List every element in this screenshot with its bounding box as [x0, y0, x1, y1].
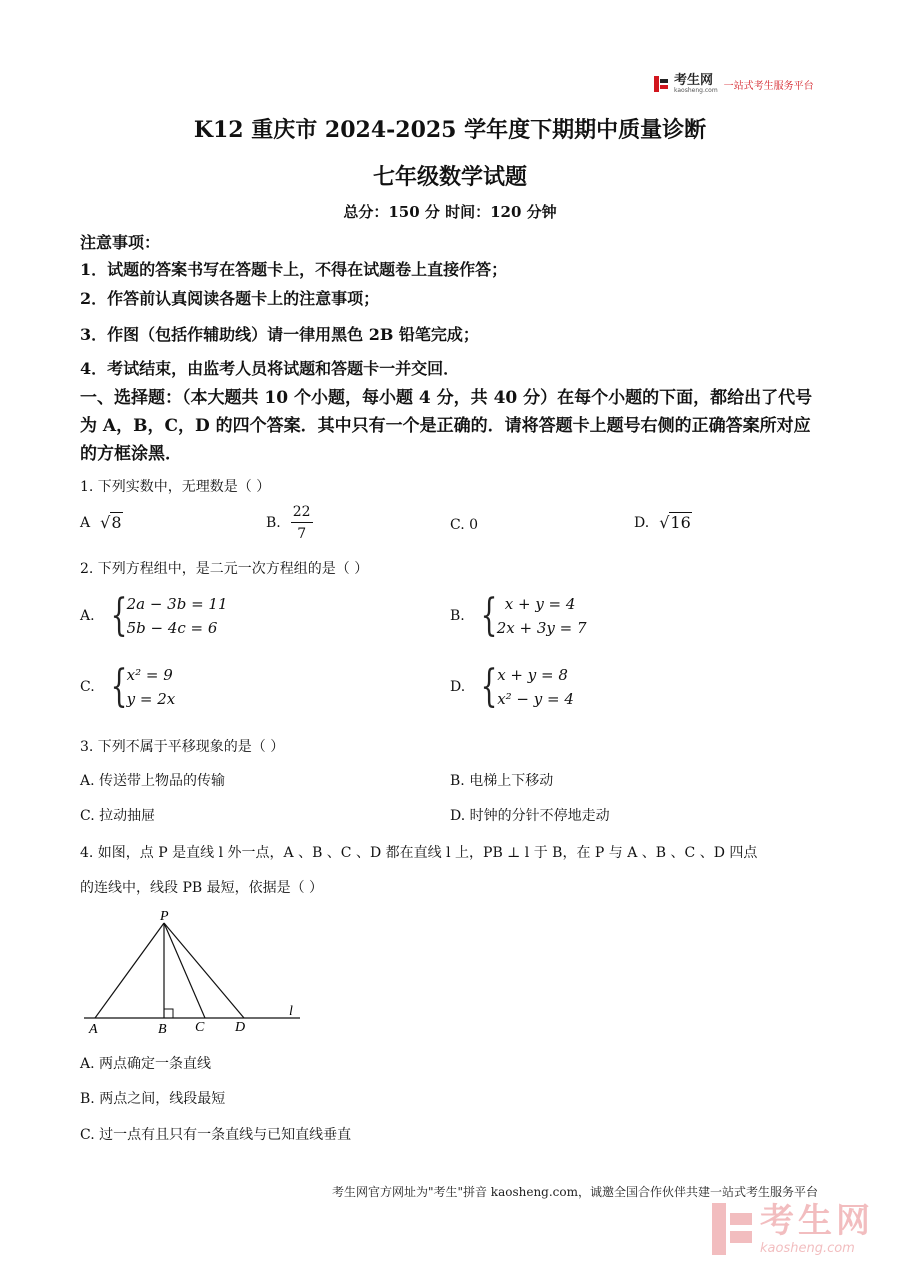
q4-figure: [80, 905, 310, 1040]
note-item: 4．考试结束，由监考人员将试题和答题卡一并交回．: [80, 359, 460, 378]
logo-name: [674, 74, 718, 94]
equation: x² − y = 4: [497, 690, 574, 708]
option-label: A.: [80, 608, 95, 624]
equation: 2x + 3y = 7: [496, 619, 587, 637]
logo-name-text: 考生网: [674, 73, 714, 88]
q1-option-a: [80, 513, 123, 532]
sqrt-expression: √8: [100, 513, 122, 532]
option-text: C. 0: [450, 517, 479, 533]
label-p: P: [160, 909, 169, 924]
label-b: B: [158, 1022, 167, 1037]
option-label: B.: [266, 515, 281, 531]
equation-system: [105, 590, 228, 641]
note-item: 2．作答前认真阅读各题卡上的注意事项；: [80, 289, 380, 308]
q3-option-d: D. 时钟的分针不停地走动: [450, 808, 610, 824]
exam-meta: 总分：150 分 时间：120 分钟: [343, 203, 557, 221]
option-label: A: [80, 514, 91, 531]
option-label: C.: [80, 679, 95, 695]
section-intro: 一、选择题：（本大题共 10 个小题，每小题 4 分，共 40 分）在每个小题的下面，都给出了代号为 A，B，C，D 的四个答案．其中只有一个是正确的．请将答题卡上题号右侧的正确答案所对应的方框涂黑．: [80, 388, 813, 464]
radicand: 16: [670, 513, 691, 532]
q2-option-a: [80, 590, 228, 641]
equation: x² = 9: [126, 666, 173, 684]
q1-option-c: [450, 517, 478, 533]
option-label: D.: [634, 514, 650, 531]
equation: x + y = 4: [504, 595, 576, 613]
q1-option-b: [266, 505, 313, 541]
q4-option-c: C. 过一点有且只有一条直线与已知直线垂直: [80, 1127, 352, 1143]
option-label: B.: [450, 608, 465, 624]
exam-title: K12 重庆市 2024-2025 学年度下期期中质量诊断: [193, 117, 707, 143]
watermark-logo-icon: [712, 1203, 752, 1255]
label-l: l: [289, 1004, 293, 1019]
equation: 2a − 3b = 11: [126, 595, 228, 613]
equation: 5b − 4c = 6: [126, 619, 218, 637]
watermark-domain: kaosheng.com: [760, 1240, 855, 1256]
q2-option-b: [450, 590, 587, 641]
logo-mark-icon: [654, 76, 668, 92]
equation-system: [475, 590, 587, 641]
q3-option-c: C. 拉动抽屉: [80, 808, 156, 824]
equation-system: [475, 661, 574, 712]
brace-icon: {: [480, 590, 498, 641]
brace-icon: {: [110, 590, 127, 641]
label-d: D: [235, 1020, 246, 1035]
q2-option-c: [80, 661, 176, 712]
q4-stem-line2: 的连线中，线段 PB 最短，依据是（ ）: [80, 880, 324, 896]
note-item: 3．作图（包括作辅助线）请一律用黑色 2B 铅笔完成；: [80, 325, 479, 344]
q2-option-d: [450, 661, 574, 712]
brace-icon: {: [110, 661, 128, 712]
equation: y = 2x: [126, 690, 176, 708]
denominator: 7: [297, 526, 307, 542]
q3-stem: 3. 下列不属于平移现象的是（ ）: [80, 739, 285, 755]
notes-heading: 注意事项：: [80, 233, 161, 252]
q3-option-a: A. 传送带上物品的传输: [80, 773, 226, 789]
equation: x + y = 8: [497, 666, 568, 684]
q1-option-d: [634, 513, 692, 532]
numerator: 22: [291, 505, 313, 523]
q3-option-b: B. 电梯上下移动: [450, 773, 554, 789]
watermark: [712, 1200, 874, 1256]
note-item: 1．试题的答案书写在答题卡上，不得在试题卷上直接作答；: [80, 260, 508, 279]
segment-pd: [164, 923, 244, 1018]
exam-subtitle: 七年级数学试题: [372, 164, 527, 190]
sqrt-expression: √16: [659, 513, 691, 532]
watermark-name: 考生网: [760, 1200, 874, 1241]
right-angle-mark: [164, 1009, 173, 1018]
fraction: [291, 505, 313, 541]
q4-option-b: B. 两点之间，线段最短: [80, 1091, 226, 1107]
q4-option-a: A. 两点确定一条直线: [80, 1056, 212, 1072]
footer-text: 考生网官方网址为"考生"拼音 kaosheng.com，诚邀全国合作伙伴共建一站式考生服务平台: [331, 1185, 818, 1199]
option-label: D.: [450, 679, 466, 695]
q4-stem-line1: 4. 如图，点 P 是直线 l 外一点，A 、B 、C 、D 都在直线 l 上，PB ⊥ l 于 B，在 P 与 A 、B 、C 、D 四点: [80, 845, 758, 861]
equation-system: [105, 661, 176, 712]
brace-icon: {: [480, 661, 498, 712]
radicand: 8: [111, 513, 122, 532]
label-a: A: [89, 1022, 98, 1037]
site-logo: [654, 74, 814, 94]
segment-pa: [95, 923, 164, 1018]
logo-slogan: 一站式考生服务平台: [723, 80, 814, 92]
logo-domain: kaosheng.com: [674, 87, 718, 94]
q1-stem: 1. 下列实数中，无理数是（ ）: [80, 479, 271, 495]
label-c: C: [195, 1020, 205, 1035]
q2-stem: 2. 下列方程组中，是二元一次方程组的是（ ）: [80, 561, 369, 577]
segment-pc: [164, 923, 205, 1018]
